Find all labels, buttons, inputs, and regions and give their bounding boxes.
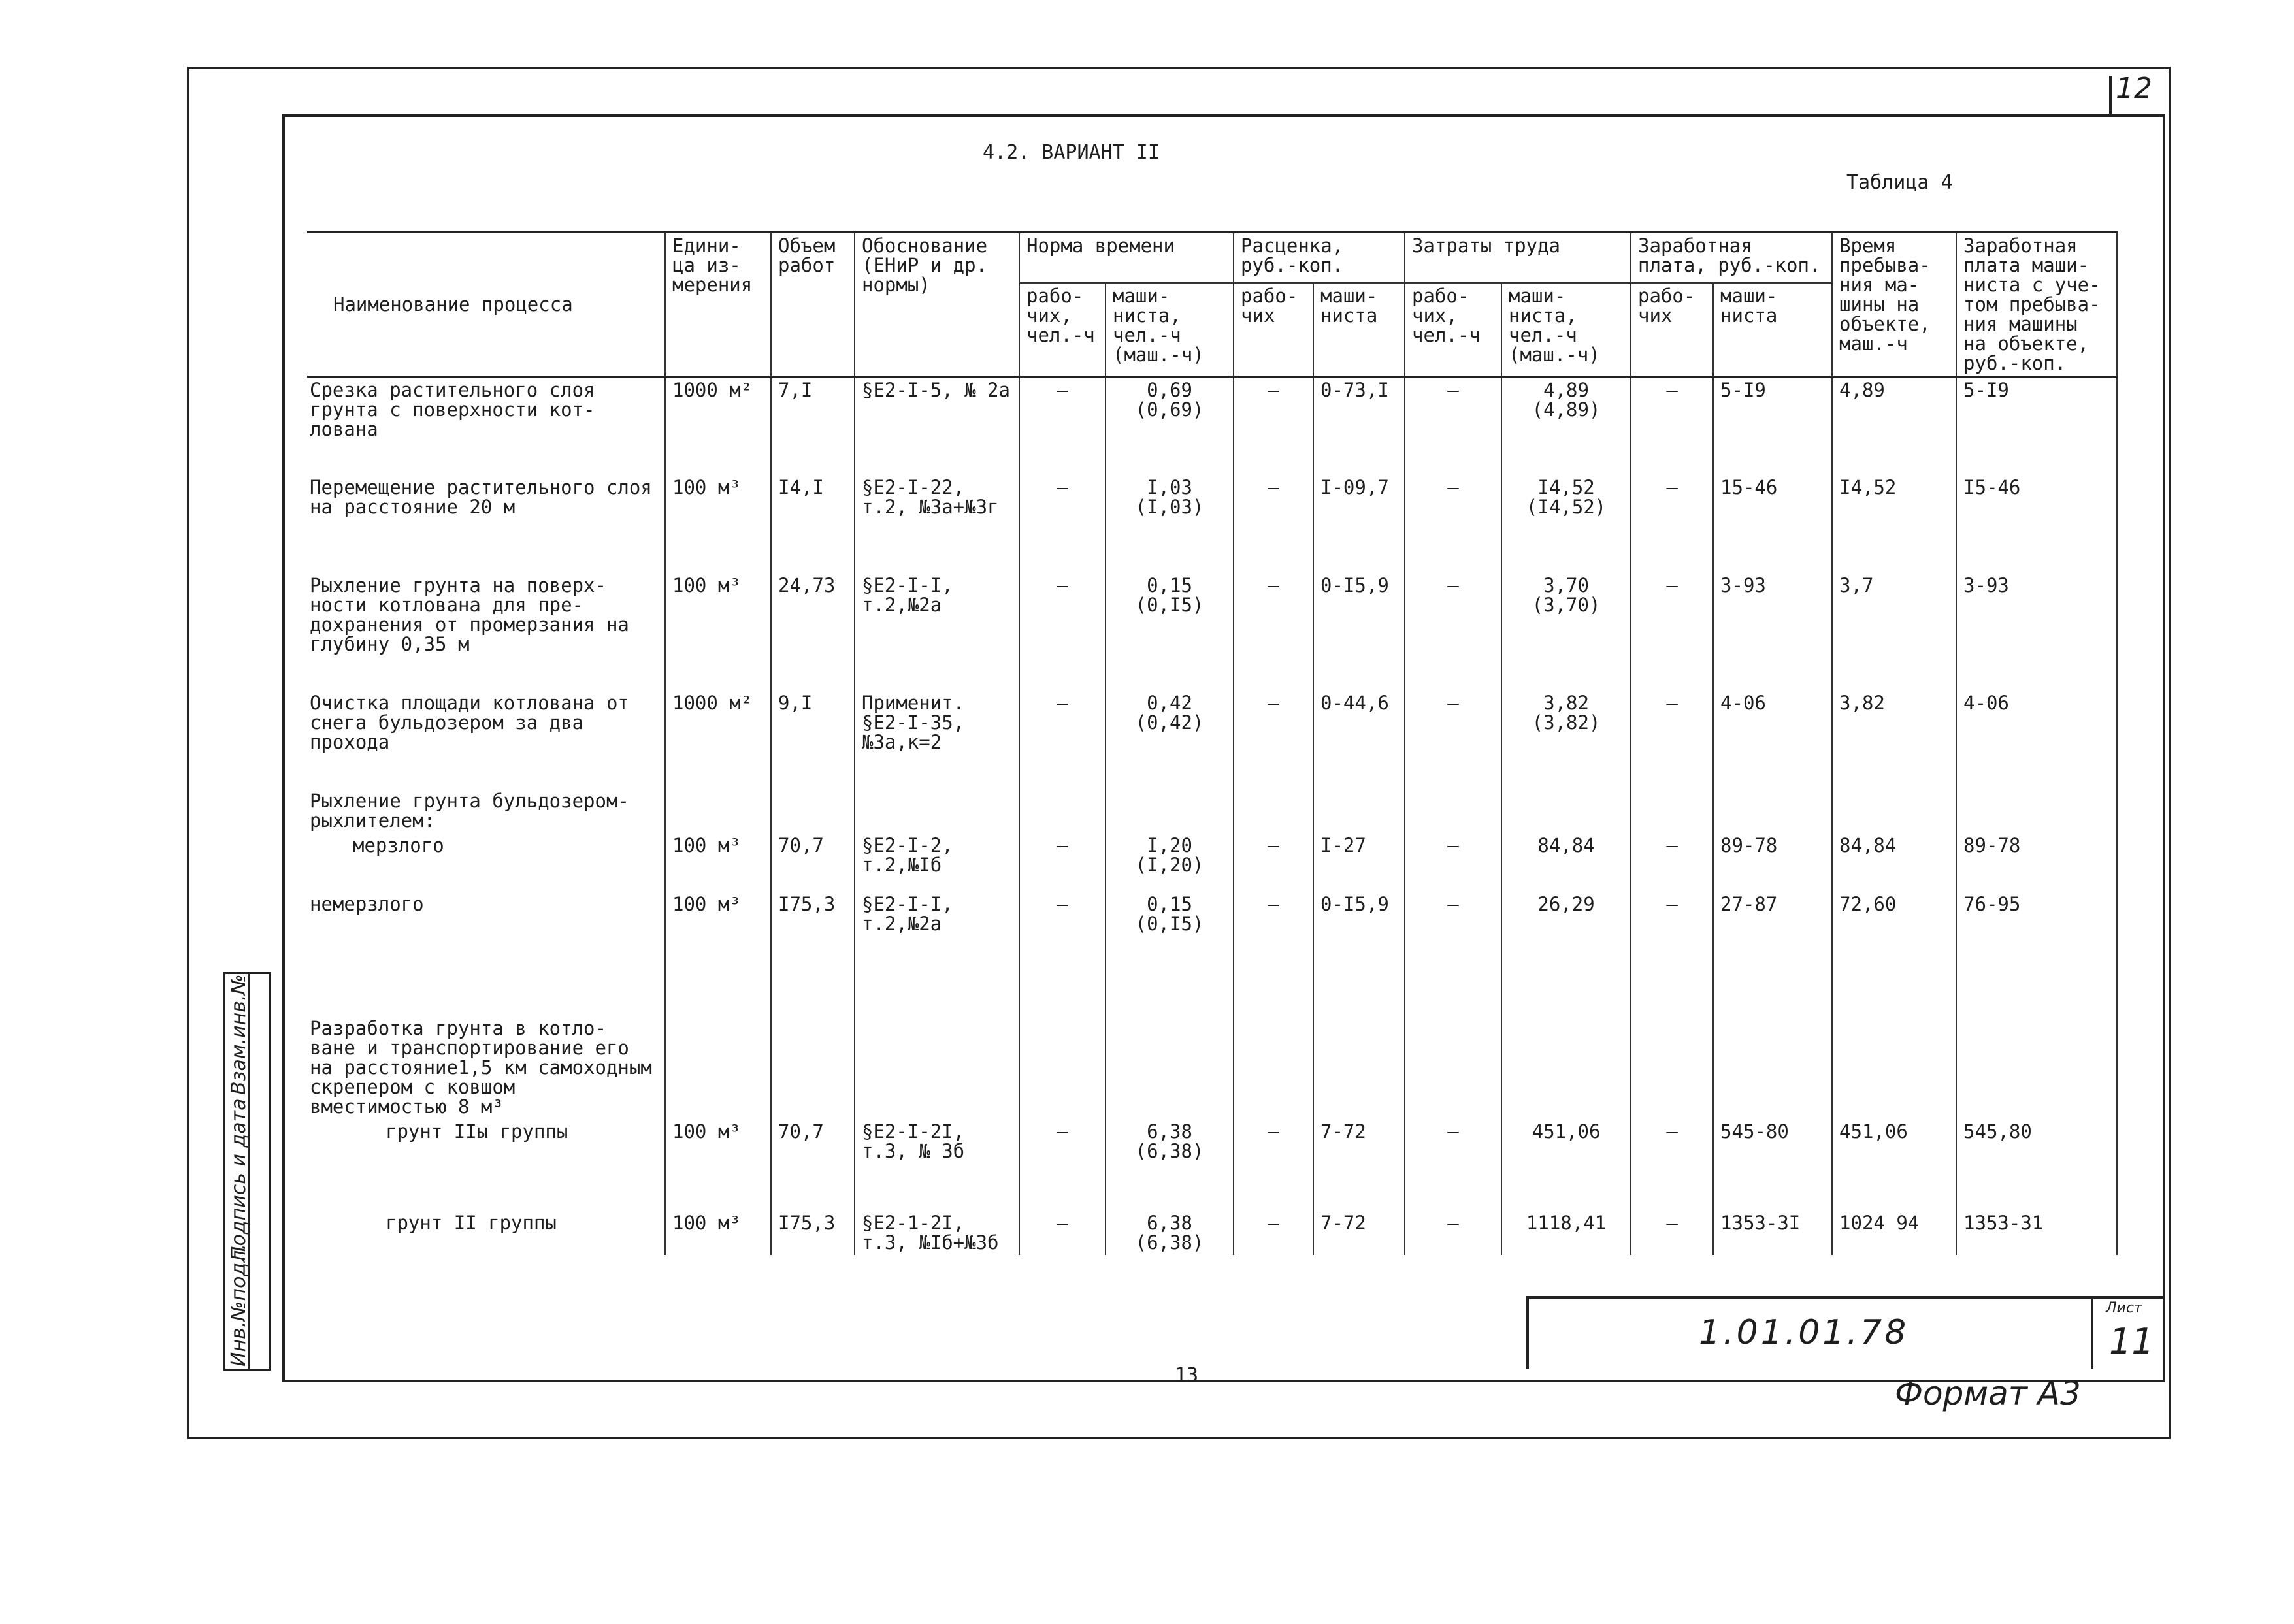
cell-basis: §Е2-I-2, т.2,№Iб — [855, 833, 1019, 892]
cell-wage-workers: – — [1631, 475, 1713, 573]
cell-rate-driver — [1313, 1016, 1405, 1119]
cell-rate-workers: – — [1234, 377, 1313, 475]
cell-norm-driver: 0,42 (0,42) — [1106, 690, 1234, 788]
cell-rate-workers: – — [1234, 892, 1313, 1016]
cell-rate-driver: 7-72 — [1313, 1210, 1405, 1255]
cell-unit: 100 м³ — [665, 833, 771, 892]
sheet-label: Лист — [2106, 1300, 2142, 1316]
cell-wage-total: 545,80 — [1956, 1119, 2117, 1210]
cell-labor-workers: – — [1405, 1210, 1501, 1255]
cell-rate-workers: – — [1234, 573, 1313, 690]
cell-rate-driver: 0-I5,9 — [1313, 573, 1405, 690]
cell-labor-driver: 84,84 — [1501, 833, 1631, 892]
table-row — [307, 1210, 2117, 1255]
cell-labor-workers: – — [1405, 1119, 1501, 1210]
cell-rate-driver: 0-73,I — [1313, 377, 1405, 475]
cell-wage-driver: 27-87 — [1713, 892, 1832, 1016]
cell-norm-workers: – — [1019, 573, 1106, 690]
cell-time: 451,06 — [1832, 1119, 1956, 1210]
cell-volume: 9,I — [771, 690, 855, 788]
header-labor-workers: рабо- чих, чел.-ч — [1405, 283, 1501, 377]
cell-labor-workers — [1405, 1016, 1501, 1119]
cell-wage-driver — [1713, 788, 1832, 833]
cell-unit: 1000 м² — [665, 377, 771, 475]
cell-unit — [665, 788, 771, 833]
cell-norm-driver: I,03 (I,03) — [1106, 475, 1234, 573]
work-table — [307, 231, 2118, 1255]
cell-wage-total: 89-78 — [1956, 833, 2117, 892]
header-name: Наименование процесса — [307, 233, 665, 377]
cell-time — [1832, 1016, 1956, 1119]
cell-norm-workers: – — [1019, 475, 1106, 573]
cell-labor-driver: 4,89 (4,89) — [1501, 377, 1631, 475]
header-norm-workers: рабо- чих, чел.-ч — [1019, 283, 1106, 377]
header-time: Время пребыва- ния ма- шины на объекте, маш.-ч — [1832, 233, 1956, 377]
cell-wage-total: 76-95 — [1956, 892, 2117, 1016]
cell-rate-workers: – — [1234, 833, 1313, 892]
table-row — [307, 377, 2117, 475]
sheet-number: 11 — [2109, 1321, 2154, 1362]
cell-wage-driver: 4-06 — [1713, 690, 1832, 788]
cell-rate-driver — [1313, 788, 1405, 833]
cell-norm-workers — [1019, 1016, 1106, 1119]
cell-unit — [665, 1016, 771, 1119]
format-label: Формат А3 — [1895, 1374, 2081, 1412]
cell-rate-workers: – — [1234, 1210, 1313, 1255]
section-caption: 4.2. ВАРИАНТ II — [983, 141, 1160, 164]
cell-basis — [855, 1016, 1019, 1119]
cell-unit: 100 м³ — [665, 1210, 771, 1255]
cell-wage-total — [1956, 1016, 2117, 1119]
cell-time: 3,82 — [1832, 690, 1956, 788]
cell-wage-total — [1956, 788, 2117, 833]
header-wage: Заработная плата, руб.-коп. — [1631, 233, 1832, 284]
document-code: 1.01.01.78 — [1699, 1313, 1909, 1352]
table-row — [307, 573, 2117, 690]
cell-norm-workers: – — [1019, 690, 1106, 788]
cell-name: Перемещение растительного слоя на расстояние 20 м — [307, 475, 665, 573]
cell-wage-workers: – — [1631, 892, 1713, 1016]
cell-volume: 70,7 — [771, 1119, 855, 1210]
cell-labor-workers: – — [1405, 475, 1501, 573]
cell-name: Срезка растительного слоя грунта с поверхности кот- лована — [307, 377, 665, 475]
cell-time: 4,89 — [1832, 377, 1956, 475]
cell-name: немерзлого — [307, 892, 665, 1016]
cell-wage-driver: 1353-3I — [1713, 1210, 1832, 1255]
table-row — [307, 475, 2117, 573]
header-wage-total: Заработная плата маши- ниста с уче- том пребыва- ния машины на объекте, руб.-коп. — [1956, 233, 2117, 377]
cell-labor-workers: – — [1405, 377, 1501, 475]
cell-basis: §Е2-I-I, т.2,№2а — [855, 892, 1019, 1016]
cell-rate-driver: 0-I5,9 — [1313, 892, 1405, 1016]
cell-norm-workers: – — [1019, 1119, 1106, 1210]
cell-labor-workers — [1405, 788, 1501, 833]
cell-time: 3,7 — [1832, 573, 1956, 690]
cell-labor-driver: 26,29 — [1501, 892, 1631, 1016]
cell-norm-driver — [1106, 788, 1234, 833]
cell-name: мерзлого — [307, 833, 665, 892]
cell-rate-workers: – — [1234, 1119, 1313, 1210]
sidebar-replaced-inv: Взам.инв.№ — [227, 974, 250, 1095]
cell-wage-total: 5-I9 — [1956, 377, 2117, 475]
cell-basis: §Е2-I-22, т.2, №3а+№3г — [855, 475, 1019, 573]
cell-volume: I75,3 — [771, 1210, 855, 1255]
header-unit: Едини- ца из- мерения — [665, 233, 771, 377]
header-norm: Норма времени — [1019, 233, 1234, 284]
cell-rate-driver: 0-44,6 — [1313, 690, 1405, 788]
cell-rate-workers — [1234, 1016, 1313, 1119]
cell-labor-driver — [1501, 1016, 1631, 1119]
cell-labor-workers: – — [1405, 833, 1501, 892]
header-labor: Затраты труда — [1405, 233, 1631, 284]
cell-rate-workers — [1234, 788, 1313, 833]
cell-wage-workers: – — [1631, 377, 1713, 475]
cell-norm-driver: 6,38 (6,38) — [1106, 1210, 1234, 1255]
cell-norm-workers — [1019, 788, 1106, 833]
cell-labor-workers: – — [1405, 573, 1501, 690]
cell-name: Рыхление грунта бульдозером- рыхлителем: — [307, 788, 665, 833]
cell-name: грунт IIы группы — [307, 1119, 665, 1210]
cell-wage-driver: 5-I9 — [1713, 377, 1832, 475]
cell-labor-driver — [1501, 788, 1631, 833]
cell-wage-workers: – — [1631, 573, 1713, 690]
cell-rate-workers: – — [1234, 475, 1313, 573]
table-row — [307, 788, 2117, 833]
cell-volume: 7,I — [771, 377, 855, 475]
cell-name: Рыхление грунта на поверх- ности котлована для пре- дохранения от промерзания на глубину 0,35 м — [307, 573, 665, 690]
header-rate-workers: рабо- чих — [1234, 283, 1313, 377]
cell-unit: 100 м³ — [665, 573, 771, 690]
cell-unit: 100 м³ — [665, 1119, 771, 1210]
cell-labor-workers: – — [1405, 892, 1501, 1016]
header-wage-driver: маши- ниста — [1713, 283, 1832, 377]
cell-basis: §Е2-I-2I, т.3, № 3б — [855, 1119, 1019, 1210]
page-number: 13 — [1175, 1364, 1199, 1387]
top-sheet-number: 12 — [2116, 72, 2152, 105]
cell-volume — [771, 788, 855, 833]
cell-wage-driver: 3-93 — [1713, 573, 1832, 690]
cell-wage-total: 3-93 — [1956, 573, 2117, 690]
cell-labor-driver: 1118,41 — [1501, 1210, 1631, 1255]
cell-labor-driver: 451,06 — [1501, 1119, 1631, 1210]
cell-norm-driver: I,20 (I,20) — [1106, 833, 1234, 892]
cell-basis: §Е2-1-2I, т.3, №Iб+№3б — [855, 1210, 1019, 1255]
table-row — [307, 833, 2117, 892]
header-wage-workers: рабо- чих — [1631, 283, 1713, 377]
cell-wage-driver: 15-46 — [1713, 475, 1832, 573]
cell-norm-workers: – — [1019, 1210, 1106, 1255]
table-row — [307, 892, 2117, 1016]
cell-wage-workers: – — [1631, 833, 1713, 892]
cell-volume: 70,7 — [771, 833, 855, 892]
cell-wage-workers — [1631, 788, 1713, 833]
table-row — [307, 1119, 2117, 1210]
cell-norm-workers: – — [1019, 892, 1106, 1016]
cell-unit: 100 м³ — [665, 475, 771, 573]
cell-rate-driver: I-27 — [1313, 833, 1405, 892]
cell-name: Разработка грунта в котло- ване и транспортирование его на расстояние1,5 км самоходным скрепером с ковшом вместимостью 8 м³ — [307, 1016, 665, 1119]
cell-norm-driver: 0,15 (0,I5) — [1106, 573, 1234, 690]
cell-volume — [771, 1016, 855, 1119]
cell-wage-total: I5-46 — [1956, 475, 2117, 573]
cell-time: 1024 94 — [1832, 1210, 1956, 1255]
table-label: Таблица 4 — [1846, 171, 1953, 194]
cell-norm-driver — [1106, 1016, 1234, 1119]
cell-rate-workers: – — [1234, 690, 1313, 788]
cell-wage-workers: – — [1631, 1119, 1713, 1210]
sidebar-inv-number: Инв.№подл. — [227, 1244, 250, 1367]
header-rate-driver: маши- ниста — [1313, 283, 1405, 377]
cell-time: 72,60 — [1832, 892, 1956, 1016]
cell-norm-workers: – — [1019, 377, 1106, 475]
cell-norm-workers: – — [1019, 833, 1106, 892]
cell-rate-driver: I-09,7 — [1313, 475, 1405, 573]
header-volume: Объем работ — [771, 233, 855, 377]
cell-wage-workers: – — [1631, 1210, 1713, 1255]
cell-basis — [855, 788, 1019, 833]
cell-time — [1832, 788, 1956, 833]
cell-unit: 1000 м² — [665, 690, 771, 788]
table-row — [307, 690, 2117, 788]
cell-labor-workers: – — [1405, 690, 1501, 788]
cell-name: грунт II группы — [307, 1210, 665, 1255]
header-labor-driver: маши- ниста, чел.-ч (маш.-ч) — [1501, 283, 1631, 377]
cell-wage-driver: 89-78 — [1713, 833, 1832, 892]
cell-norm-driver: 0,15 (0,I5) — [1106, 892, 1234, 1016]
cell-wage-total: 1353-31 — [1956, 1210, 2117, 1255]
cell-rate-driver: 7-72 — [1313, 1119, 1405, 1210]
table-body — [307, 377, 2117, 1255]
cell-unit: 100 м³ — [665, 892, 771, 1016]
cell-volume: I75,3 — [771, 892, 855, 1016]
cell-labor-driver: I4,52 (I4,52) — [1501, 475, 1631, 573]
cell-wage-driver: 545-80 — [1713, 1119, 1832, 1210]
cell-volume: 24,73 — [771, 573, 855, 690]
sidebar-signature-date: Подпись и дата — [227, 1098, 250, 1261]
cell-norm-driver: 0,69 (0,69) — [1106, 377, 1234, 475]
cell-labor-driver: 3,82 (3,82) — [1501, 690, 1631, 788]
header-rate: Расценка, руб.-коп. — [1234, 233, 1405, 284]
cell-time: I4,52 — [1832, 475, 1956, 573]
cell-volume: I4,I — [771, 475, 855, 573]
cell-wage-workers — [1631, 1016, 1713, 1119]
cell-basis: Применит. §Е2-I-35, №3а,к=2 — [855, 690, 1019, 788]
cell-wage-workers: – — [1631, 690, 1713, 788]
cell-name: Очистка площади котлована от снега бульдозером за два прохода — [307, 690, 665, 788]
cell-basis: §Е2-I-5, № 2а — [855, 377, 1019, 475]
title-block — [1526, 1296, 2163, 1369]
cell-basis: §Е2-I-I, т.2,№2а — [855, 573, 1019, 690]
table-row — [307, 1016, 2117, 1119]
cell-time: 84,84 — [1832, 833, 1956, 892]
header-basis: Обоснование (ЕНиР и др. нормы) — [855, 233, 1019, 377]
cell-labor-driver: 3,70 (3,70) — [1501, 573, 1631, 690]
cell-wage-total: 4-06 — [1956, 690, 2117, 788]
cell-wage-driver — [1713, 1016, 1832, 1119]
cell-norm-driver: 6,38 (6,38) — [1106, 1119, 1234, 1210]
header-norm-driver: маши- ниста, чел.-ч (маш.-ч) — [1106, 283, 1234, 377]
